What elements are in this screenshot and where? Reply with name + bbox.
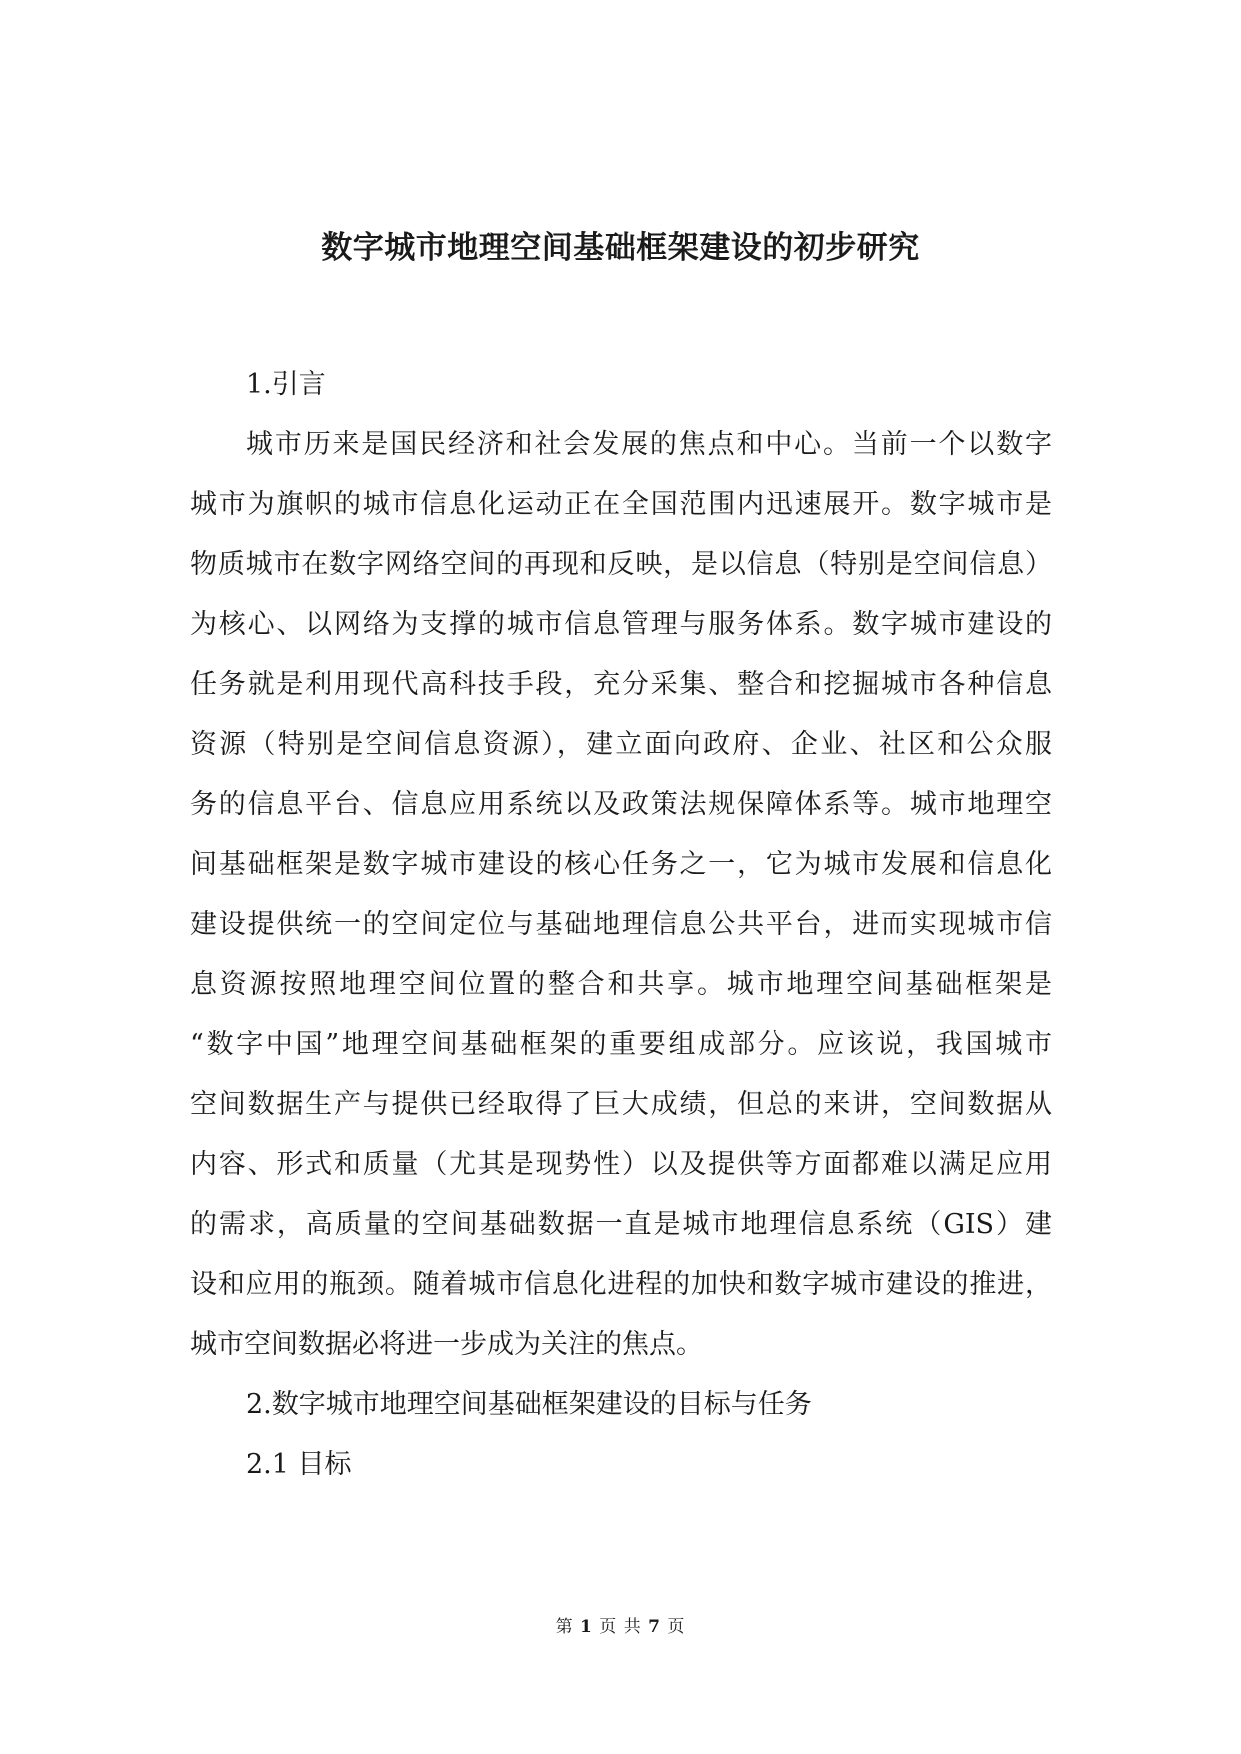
- paragraph-line: 空间数据生产与提供已经取得了巨大成绩，但总的来讲，空间数据从: [190, 1089, 1052, 1120]
- paragraph-line: 建设提供统一的空间定位与基础地理信息公共平台，进而实现城市信: [190, 909, 1052, 940]
- paragraph-line: 物质城市在数字网络空间的再现和反映，是以信息（特别是空间信息）: [190, 549, 1052, 580]
- paragraph-line: “数字中国”地理空间基础框架的重要组成部分。应该说，我国城市: [190, 1029, 1052, 1060]
- footer-prefix: 第: [555, 1617, 574, 1637]
- footer-suffix: 页: [667, 1617, 686, 1637]
- paragraph-line: 资源（特别是空间信息资源），建立面向政府、企业、社区和公众服: [190, 729, 1052, 760]
- page-footer: [0, 1612, 1241, 1637]
- paragraph-line: 息资源按照地理空间位置的整合和共享。城市地理空间基础框架是: [190, 969, 1052, 1000]
- paragraph-line: 城市为旗帜的城市信息化运动正在全国范围内迅速展开。数字城市是: [190, 489, 1052, 520]
- section-heading-goals-tasks: 2.数字城市地理空间基础框架建设的目标与任务: [246, 1389, 812, 1420]
- document-body: [190, 355, 1052, 1495]
- paragraph-line: 任务就是利用现代高科技手段，充分采集、整合和挖掘城市各种信息: [190, 669, 1052, 700]
- paragraph-line: 的需求，高质量的空间基础数据一直是城市地理信息系统（GIS）建: [190, 1209, 1052, 1240]
- subsection-heading-goals: 2.1 目标: [246, 1449, 352, 1480]
- current-page-number: 1: [580, 1617, 593, 1637]
- paragraph-line: 城市历来是国民经济和社会发展的焦点和中心。当前一个以数字: [246, 429, 1052, 460]
- paragraph-line: 内容、形式和质量（尤其是现势性）以及提供等方面都难以满足应用: [190, 1149, 1052, 1180]
- paragraph-line: 城市空间数据必将进一步成为关注的焦点。: [190, 1329, 703, 1360]
- footer-middle: 页 共: [599, 1617, 642, 1637]
- total-page-count: 7: [648, 1617, 661, 1637]
- page-title: 数字城市地理空间基础框架建设的初步研究: [321, 230, 920, 266]
- paragraph-line: 务的信息平台、信息应用系统以及政策法规保障体系等。城市地理空: [190, 789, 1052, 820]
- paragraph-line: 设和应用的瓶颈。随着城市信息化进程的加快和数字城市建设的推进，: [190, 1269, 1052, 1300]
- paragraph-line: 间基础框架是数字城市建设的核心任务之一，它为城市发展和信息化: [190, 849, 1052, 880]
- intro-paragraph: [190, 415, 1052, 1375]
- paragraph-line: 为核心、以网络为支撑的城市信息管理与服务体系。数字城市建设的: [190, 609, 1052, 640]
- section-heading-introduction: 1.引言: [246, 369, 326, 400]
